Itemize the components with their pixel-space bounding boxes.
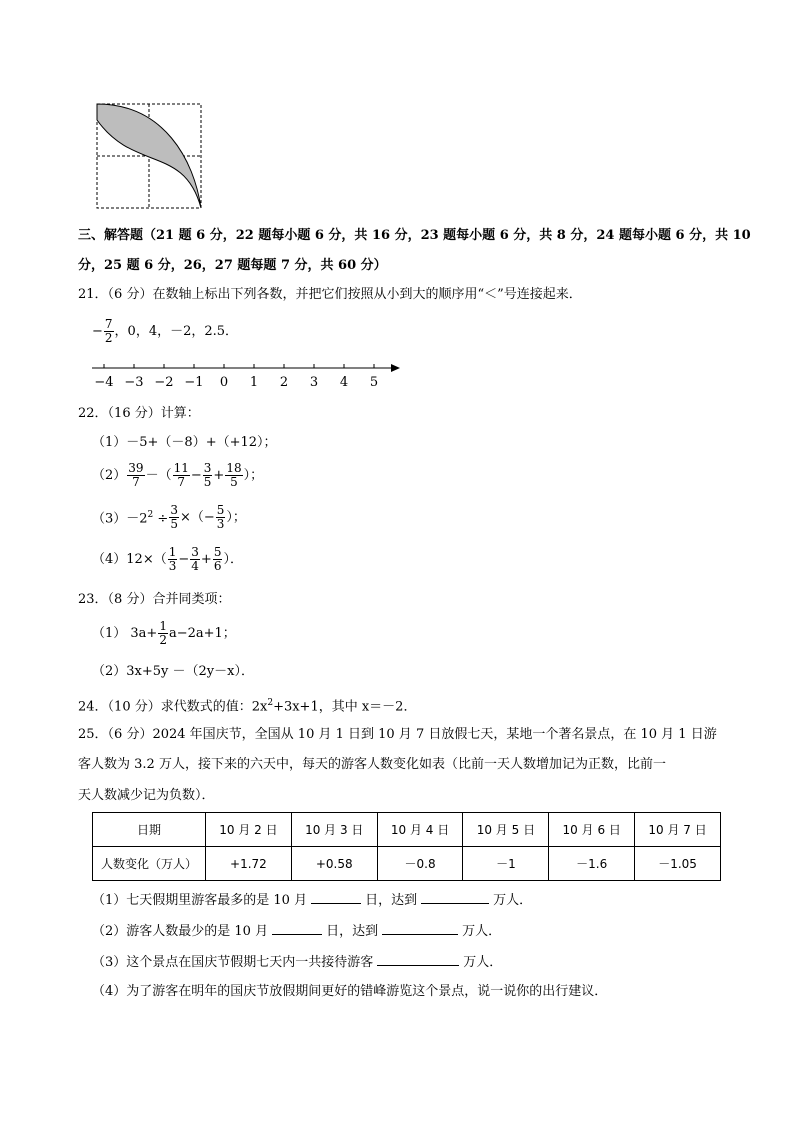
q22-label: 22．（16 分）计算： (78, 406, 200, 421)
fraction: $\frac{1}{3}$ (168, 545, 177, 573)
fraction: $\frac{3}{5}$ (203, 461, 212, 489)
number-line-label: 1 (249, 375, 259, 390)
q25-sub1: （1）七天假期里游客最多的是 10 月 日，达到 万人． (92, 893, 533, 908)
table-cell-date: 10 月 6 日 (549, 813, 635, 847)
leaf-figure (94, 100, 206, 212)
q25-sub3: （3）这个景点在国庆节假期七天内一共接待游客 万人． (92, 955, 503, 970)
q21-rest: ，0，4，－2，2.5． (114, 323, 239, 339)
q25-sub4: （4）为了游客在明年的国庆节放假期间更好的错峰游览这个景点，说一说你的出行建议． (92, 984, 608, 999)
q22-part1: （1）－5+（－8）+（+12）； (92, 435, 277, 450)
visitor-change-table (92, 812, 721, 881)
table-cell-date: 10 月 7 日 (635, 813, 721, 847)
answer-blank[interactable] (377, 953, 459, 966)
table-header-date: 日期 (93, 813, 206, 847)
q22-part3: $(3)-2^2$ ÷ $\frac{3}{5}$ ×（− $\frac{5}{3}$ ）； (92, 503, 246, 531)
fraction: $\frac{39}{7}$ (128, 461, 144, 489)
table-cell-change: －1.05 (635, 847, 721, 881)
answer-blank[interactable] (382, 922, 458, 935)
fraction: $\frac{5}{3}$ (216, 503, 225, 531)
q22-part2: （2） $\frac{39}{7}$ －（ $\frac{11}{7}$ − $\frac{3}{5}$ + $\frac{18}{5}$ ）； (92, 461, 264, 489)
number-line-label: 5 (369, 375, 379, 390)
table-cell-date: 10 月 2 日 (206, 813, 292, 847)
fraction: $\frac{18}{5}$ (226, 461, 242, 489)
section3-heading-line2: 分，25 题 6 分，26，27 题每题 7 分，共 60 分） (78, 258, 387, 273)
number-line-label: 4 (339, 375, 349, 390)
table-cell-change: －1 (463, 847, 549, 881)
table-cell-date: 10 月 4 日 (377, 813, 463, 847)
fraction: $\frac{5}{6}$ (213, 545, 222, 573)
fraction: $\frac{3}{5}$ (170, 503, 178, 531)
fraction: $\frac{1}{2}$ (159, 619, 167, 647)
answer-blank[interactable] (311, 891, 361, 904)
section3-heading-line1: 三、解答题（21 题 6 分，22 题每小题 6 分，共 16 分，23 题每小题 6 分，共 8 分，24 题每小题 6 分，共 10 (78, 228, 751, 243)
table-header-change: 人数变化（万人） (93, 847, 206, 881)
table-cell-change: －1.6 (549, 847, 635, 881)
answer-blank[interactable] (272, 922, 322, 935)
number-line-label: 0 (219, 375, 229, 390)
number-line (88, 358, 406, 392)
q21-fraction: $\frac{7}{2}$ (104, 317, 113, 345)
q25-line3: 天人数减少记为负数）． (78, 788, 215, 803)
table-row (93, 847, 721, 881)
q21-neg-sign: − (92, 324, 103, 339)
table-cell-change: +1.72 (206, 847, 292, 881)
q25-sub2: （2）游客人数最少的是 10 月 日，达到 万人． (92, 924, 502, 939)
table-row (93, 813, 721, 847)
fraction: $\frac{11}{7}$ (173, 461, 189, 489)
q21-numbers (92, 318, 238, 345)
table-cell-date: 10 月 5 日 (463, 813, 549, 847)
q23-part2: （2）3x+5y －（2y－x）． (92, 664, 254, 679)
table-cell-change: +0.58 (291, 847, 377, 881)
q24-text: 24．（10 分）求代数式的值：$2x^2+3x+1$，其中 x＝－2． (78, 698, 417, 715)
fraction: $\frac{3}{4}$ (191, 545, 199, 573)
answer-blank[interactable] (421, 891, 489, 904)
q25-line2: 客人数为 3.2 万人，接下来的六天中，每天的游客人数变化如表（比前一天人数增加记为正数，比前一 (78, 757, 666, 772)
number-line-label: −2 (154, 375, 174, 390)
q23-part1: （1） 3a+ $\frac{1}{2}$ a−2a+1； (92, 619, 236, 647)
q23-label: 23．（8 分）合并同类项： (78, 592, 231, 607)
table-cell-change: －0.8 (377, 847, 463, 881)
q21-label: 21．（6 分）在数轴上标出下列各数，并把它们按照从小到大的顺序用“＜”号连接起来． (78, 287, 582, 302)
q25-line1: 25．（6 分）2024 年国庆节，全国从 10 月 1 日到 10 月 7 日放假七天，某地一个著名景点，在 10 月 1 日游 (78, 727, 717, 742)
number-line-label: −1 (184, 375, 204, 390)
q22-part4: （4）12×（ $\frac{1}{3}$ − $\frac{3}{4}$ + $\frac{5}{6}$ ）． (92, 545, 243, 573)
number-line-label: −3 (124, 375, 144, 390)
number-line-label: 3 (309, 375, 319, 390)
number-line-label: −4 (94, 375, 114, 390)
table-cell-date: 10 月 3 日 (291, 813, 377, 847)
number-line-label: 2 (279, 375, 289, 390)
